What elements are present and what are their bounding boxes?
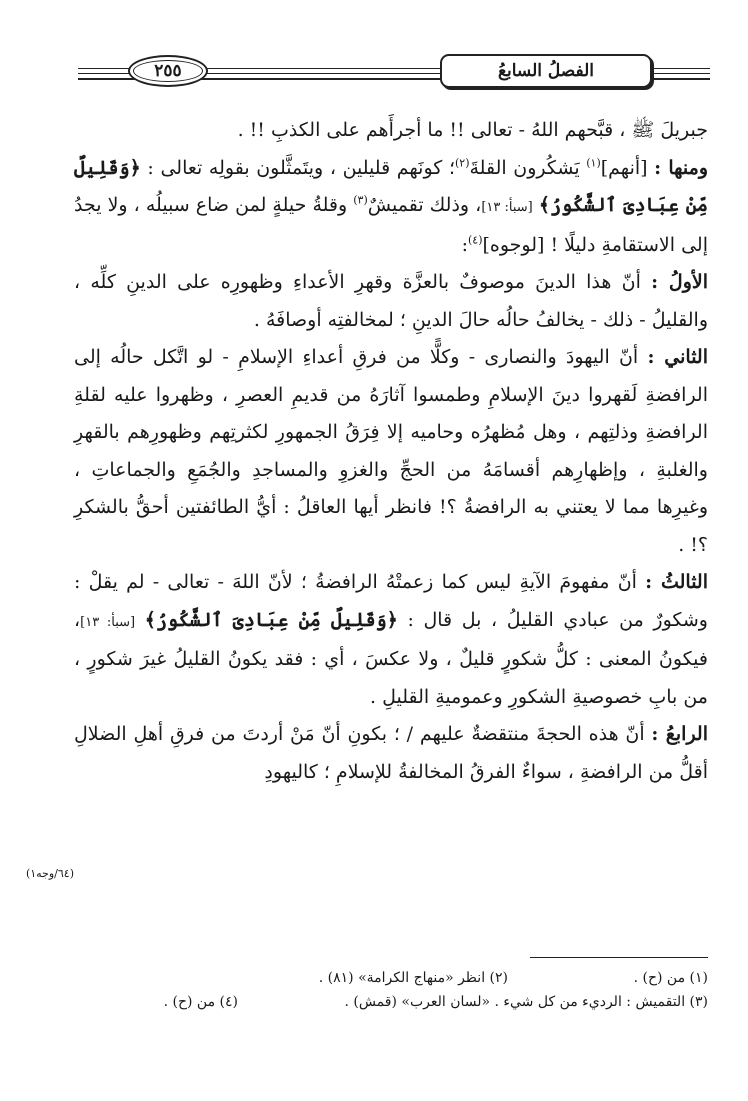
text-span: وقلةُ حيلةٍ لمن ضاع سبيلُه ، ولا يجدُ إلى الاستقامةِ دليلًا ! [لوجوه]: [74, 194, 708, 256]
quran-verse: ﴿وَقَلِيلٌ مِّنْ عِبَادِىَ ٱلشَّكُورُ﴾: [74, 156, 708, 216]
text-span: ، وذلك تقميشٌ: [367, 194, 482, 216]
footnote-2: (٢) انظر «منهاج الكرامة» (٨١) .: [318, 970, 508, 986]
paragraph-second: [74, 339, 708, 564]
text-span: أنّ مفهومَ الآيةِ ليس كما زعمتْهُ الرافضةُ ؛ لأنّ اللهَ - تعالى - لم يقلْ : وشكورٌ من عبادي القليلُ ، بل قال :: [74, 571, 708, 631]
quran-verse: ﴿وَقَلِيلٌ مِّنْ عِبَادِىَ ٱلشَّكُورُ﴾: [144, 608, 398, 631]
text-span: يَشكُرون القلةَ: [469, 156, 587, 179]
paragraph-2: [74, 150, 708, 265]
footnote-ref-3: (٣): [353, 193, 368, 207]
text-span: أنّ هذا الدينَ موصوفٌ بالعزَّة وقهرِ الأعداءِ وظهورِه على الدينِ كلِّه ، والقليلُ - ذلك - يخالفُ حالُه حالَ الدينِ ؛ لمخالفتِه أوصافَهُ .: [74, 271, 708, 331]
main-text: [74, 112, 708, 791]
text-span: :: [461, 233, 468, 256]
paragraph-lead: الرابعُ :: [651, 723, 708, 745]
paragraph-1: جبريلَ ﷺ ، قبَّحهم اللهُ - تعالى !! ما أجرأَهم على الكذبِ !! .: [237, 119, 708, 141]
footnote-ref-1: (١): [586, 156, 601, 170]
page-header: [78, 50, 710, 94]
text-span: ، فيكونُ المعنى : كلُّ شكورٍ قليلٌ ، ولا عكسَ ، أي : فقد يكونُ القليلُ غيرَ شكورٍ ، من بابِ خصوصيةِ الشكورِ وعموميةِ القليلِ .: [74, 608, 708, 708]
verse-citation: [سبأ: ١٣]: [481, 200, 533, 215]
footnote-ref-2: (٢): [454, 156, 470, 170]
paragraph-first: [74, 264, 708, 339]
footnote-3: (٣) التقميش : الرديء من كل شيء . «لسان العرب» (قمش) .: [344, 994, 708, 1010]
paragraph-third: [74, 564, 708, 716]
footnote-row: [74, 966, 708, 990]
page-number: ٢٥٥: [128, 55, 208, 87]
footnote-ref-4: (٤): [467, 233, 483, 247]
paragraph-lead: الثاني :: [647, 346, 708, 368]
footnotes: [74, 966, 708, 1014]
paragraph-lead: الثالثُ :: [645, 571, 708, 593]
footnote-1: (١) من (ح) .: [633, 970, 708, 986]
footnote-separator: [530, 957, 708, 958]
footnote-4: (٤) من (ح) .: [163, 994, 238, 1010]
manuscript-folio-note: (٦٤/وجه١): [25, 867, 74, 880]
text-span: أنّ اليهودَ والنصارى - وكلًّا من فرقِ أعداءِ الإسلامِ - لو اتَّكل حالُه إلى الرافضةِ لَقهروا دينَ الإسلامِ وطمسوا آثارَهُ من قديمِ العصرِ ، وظهروا عليه لقلةِ الرافضةِ وذلتِهم ، وهل مُظهرُه وحاميه إلا فِرَقُ الجمهورِ لكثرتِهم وظهورِهم بالقهرِ والغلبةِ ، وإظهارِهم أقسامَهُ من الحجِّ والغزوِ والمساجدِ والجُمَعِ والجماعاتِ ، وغيرِها مما لا يعتني به الرافضةُ ؟! فانظر أيها العاقلُ : أيُّ الطائفتين أحقُّ بالشكرِ ؟! .: [74, 346, 708, 556]
paragraph-lead: ومنها :: [654, 156, 709, 179]
chapter-title: الفصلُ السابعُ: [440, 54, 652, 88]
text-span: ؛ كونَهم قليلين ، ويتَمثَّلون بقولِه تعالى :: [147, 156, 455, 179]
paragraph-fourth: [74, 716, 708, 791]
text-span: أنّ هذه الحجةَ منتقضةٌ عليهم / ؛ بكونِ أنّ مَنْ أردتَ من فرقِ أهلِ الضلالِ أقلُّ من الرافضةِ ، سواءٌ الفرقُ المخالفةُ للإسلامِ ؛ كاليهودِ: [74, 723, 708, 783]
paragraph-lead: الأولُ :: [651, 271, 708, 293]
verse-citation: [سبأ: ١٣]: [80, 614, 136, 630]
footnote-row: [74, 990, 708, 1014]
text-span: [أنهم]: [600, 156, 648, 179]
